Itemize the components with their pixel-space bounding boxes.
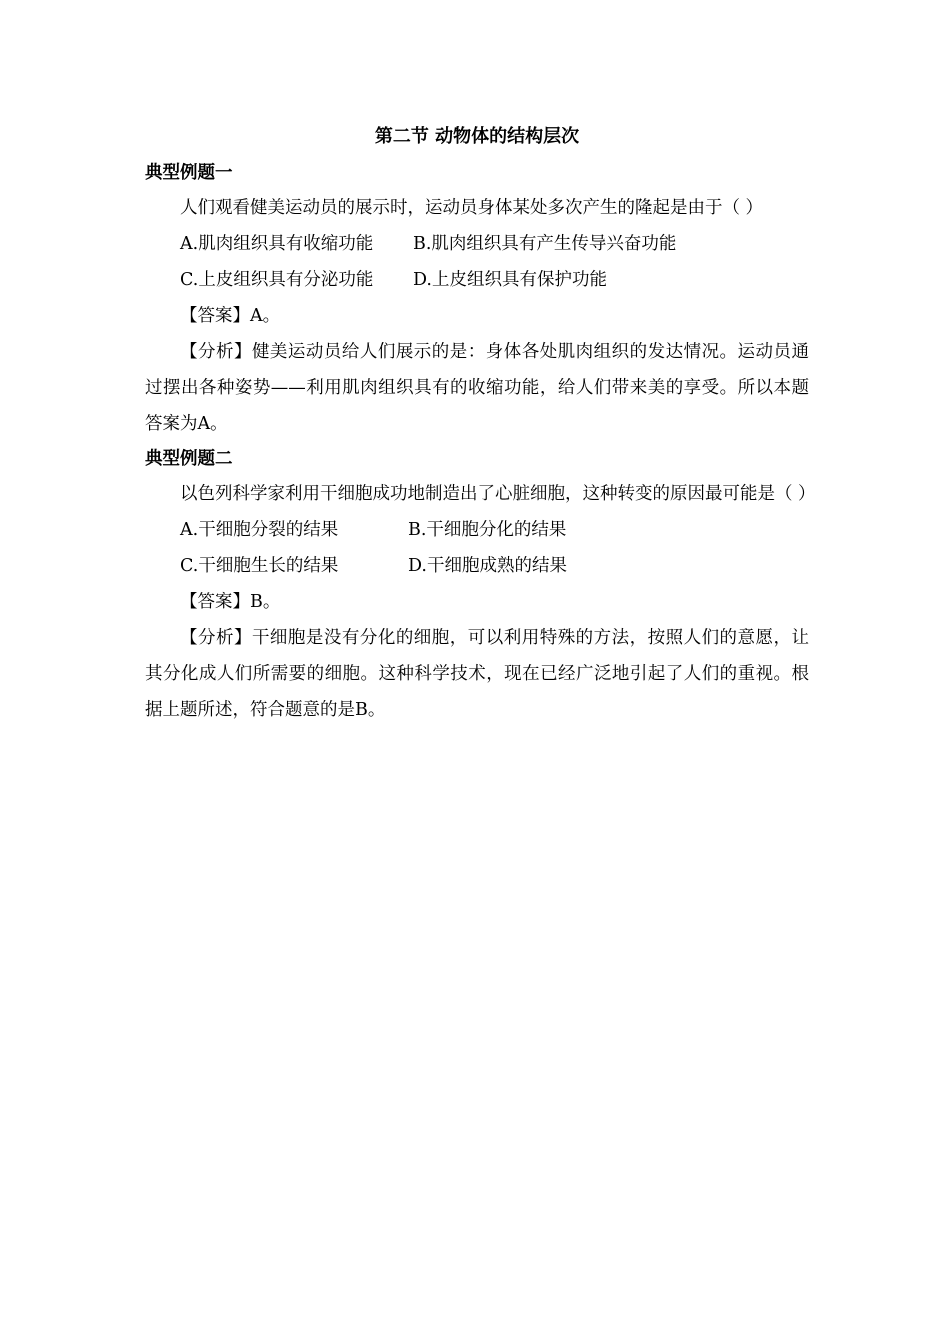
example-1-option-d: D.上皮组织具有保护功能	[413, 270, 607, 290]
example-2-analysis: 【分析】干细胞是没有分化的细胞，可以利用特殊的方法，按照人们的意愿，让其分化成人们所需要的细胞。这种科学技术，现在已经广泛地引起了人们的重视。根据上题所述，符合题意的是B。	[145, 628, 809, 720]
example-2-heading: 典型例题二	[145, 449, 233, 469]
example-1-option-c: C.上皮组织具有分泌功能	[180, 270, 374, 290]
example-1-options-row-2	[145, 262, 809, 298]
example-2-option-d: D.干细胞成熟的结果	[408, 556, 567, 576]
example-1-heading: 典型例题一	[145, 163, 233, 183]
document-page	[145, 118, 816, 728]
example-2-option-c: C.干细胞生长的结果	[180, 556, 339, 576]
example-1-answer: 【答案】A。	[180, 306, 281, 326]
example-1-analysis: 【分析】健美运动员给人们展示的是：身体各处肌肉组织的发达情况。运动员通过摆出各种姿势——利用肌肉组织具有的收缩功能，给人们带来美的享受。所以本题答案为A。	[145, 342, 809, 434]
section-title: 第二节 动物体的结构层次	[374, 126, 580, 147]
example-2-options-row-1	[145, 512, 809, 548]
example-1-question: 人们观看健美运动员的展示时，运动员身体某处多次产生的隆起是由于（ ）	[180, 198, 764, 218]
example-1-option-a: A.肌肉组织具有收缩功能	[180, 234, 374, 254]
example-1-option-b: B.肌肉组织具有产生传导兴奋功能	[413, 234, 677, 254]
example-2-option-b: B.干细胞分化的结果	[408, 520, 567, 540]
example-2-option-a: A.干细胞分裂的结果	[180, 520, 339, 540]
example-2-question: 以色列科学家利用干细胞成功地制造出了心脏细胞，这种转变的原因最可能是（ ）	[180, 484, 816, 504]
example-2-answer: 【答案】B。	[180, 592, 281, 612]
example-1-options-row-1	[145, 226, 809, 262]
example-2-options-row-2	[145, 548, 809, 584]
